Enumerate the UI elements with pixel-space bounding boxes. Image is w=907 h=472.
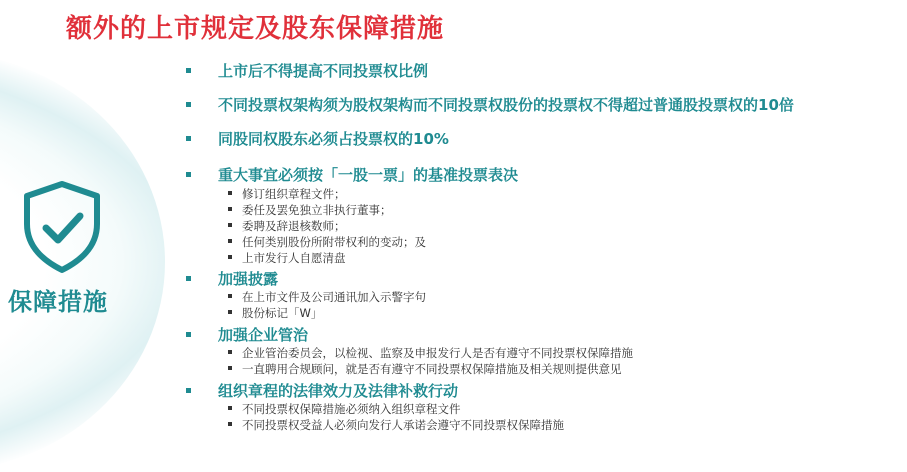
sub-bullet	[228, 406, 232, 410]
sub-bullet	[228, 310, 232, 314]
sub-item-text: 企业管治委员会，以检视、监察及申报发行人是否有遵守不同投票权保障措施	[242, 346, 633, 360]
sub-item-text: 委聘及辞退核数师；	[242, 219, 346, 233]
item-text: 同股同权股东必须占投票权的10%	[218, 130, 449, 148]
sub-item-text: 修订组织章程文件；	[242, 187, 346, 201]
sub-bullet	[228, 191, 232, 195]
bullet	[186, 276, 191, 281]
sub-bullet	[228, 366, 232, 370]
sub-bullet	[228, 255, 232, 259]
sub-item-text: 股份标记「W」	[242, 306, 323, 320]
bullet	[186, 332, 191, 337]
sub-item-text: 一直聘用合规顾问，就是否有遵守不同投票权保障措施及相关规则提供意见	[242, 362, 622, 376]
sub-bullet	[228, 207, 232, 211]
page-title: 额外的上市规定及股东保障措施	[66, 14, 445, 44]
sub-item-text: 不同投票权受益人必须向发行人承诺会遵守不同投票权保障措施	[242, 418, 564, 432]
badge-label: 保障措施	[8, 288, 108, 316]
sub-bullet	[228, 294, 232, 298]
sub-item-text: 任何类别股份所附带权利的变动；及	[242, 235, 426, 249]
sub-bullet	[228, 422, 232, 426]
sub-bullet	[228, 350, 232, 354]
item-text: 加强披露	[218, 270, 279, 288]
sub-bullet	[228, 223, 232, 227]
shield-check-icon	[20, 180, 104, 274]
sub-item-text: 不同投票权保障措施必须纳入组织章程文件	[242, 402, 461, 416]
item-text: 上市后不得提高不同投票权比例	[218, 62, 429, 80]
sub-item-text: 委任及罢免独立非执行董事；	[242, 203, 392, 217]
item-text: 重大事宜必须按「一股一票」的基准投票表决	[218, 166, 519, 184]
sub-bullet	[228, 239, 232, 243]
item-text: 组织章程的法律效力及法律补救行动	[218, 382, 459, 400]
bullet	[186, 388, 191, 393]
bullet	[186, 136, 191, 141]
item-text: 加强企业管治	[218, 326, 309, 344]
bullet	[186, 172, 191, 177]
sub-item-text: 在上市文件及公司通讯加入示警字句	[242, 290, 426, 304]
item-text: 不同投票权架构须为股权架构而不同投票权股份的投票权不得超过普通股投票权的10倍	[218, 96, 794, 114]
sub-item-text: 上市发行人自愿清盘	[242, 251, 346, 265]
bullet	[186, 68, 191, 73]
bullet	[186, 102, 191, 107]
